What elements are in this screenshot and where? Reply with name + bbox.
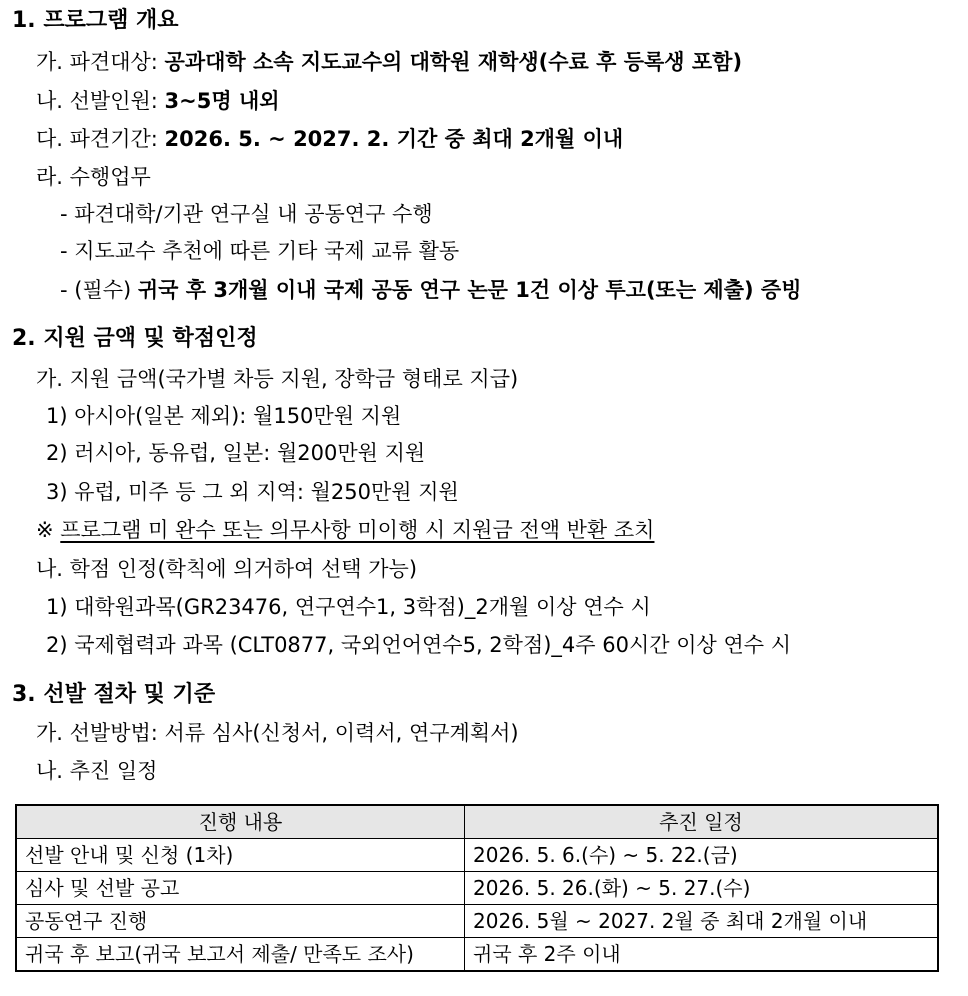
- period-value: 2026. 5. ~ 2027. 2. 기간 중 최대 2개월 이내: [164, 127, 624, 151]
- credit-item-1: 1) 대학원과목(GR23476, 연구연수1, 3학점)_2개월 이상 연수 시: [46, 595, 651, 619]
- credit-heading: 나. 학점 인정(학칙에 의거하여 선택 가능): [36, 557, 418, 581]
- duty-item-3: [60, 275, 801, 305]
- period-label: 다. 파견기간:: [36, 127, 165, 151]
- period-line: [36, 124, 623, 154]
- refund-note-text: 프로그램 미 완수 또는 의무사항 미이행 시 지원금 전액 반환 조치: [60, 518, 655, 542]
- amount-item-2: 2) 러시아, 동유럽, 일본: 월200만원 지원: [46, 441, 426, 465]
- header-schedule: 추진 일정: [465, 805, 939, 839]
- table-row: [16, 872, 938, 905]
- selection-method: 가. 선발방법: 서류 심사(신청서, 이력서, 연구계획서): [36, 721, 519, 745]
- headcount-line: [36, 86, 280, 116]
- section3-title: 3. 선발 절차 및 기준: [12, 682, 216, 707]
- row-date: 귀국 후 2주 이내: [465, 938, 939, 972]
- target-label: 가. 파견대상:: [36, 50, 165, 74]
- row-content: 선발 안내 및 신청 (1차): [16, 839, 465, 872]
- refund-note: [36, 515, 654, 545]
- schedule-header-row: [16, 805, 938, 839]
- note-mark: ※: [36, 518, 61, 542]
- amount-item-1: 1) 아시아(일본 제외): 월150만원 지원: [46, 404, 402, 428]
- section2-title: 2. 지원 금액 및 학점인정: [12, 326, 258, 351]
- duty-item-2: - 지도교수 추천에 따른 기타 국제 교류 활동: [60, 239, 460, 263]
- section1-title: 1. 프로그램 개요: [12, 8, 179, 33]
- headcount-value: 3~5명 내외: [164, 89, 280, 113]
- row-date: 2026. 5월 ~ 2027. 2월 중 최대 2개월 이내: [465, 905, 939, 938]
- table-row: [16, 839, 938, 872]
- target-line: [36, 47, 742, 77]
- table-row: [16, 938, 938, 972]
- duty-item-1: - 파견대학/기관 연구실 내 공동연구 수행: [60, 202, 433, 226]
- duty-item-3-required: 귀국 후 3개월 이내 국제 공동 연구 논문 1건 이상 투고(또는 제출) 증빙: [137, 278, 802, 302]
- duties-heading: 라. 수행업무: [36, 165, 151, 189]
- credit-item-2: 2) 국제협력과 과목 (CLT0877, 국외언어연수5, 2학점)_4주 60시간 이상 연수 시: [46, 633, 791, 657]
- amount-item-3: 3) 유럽, 미주 등 그 외 지역: 월250만원 지원: [46, 480, 459, 504]
- table-row: [16, 905, 938, 938]
- row-content: 귀국 후 보고(귀국 보고서 제출/ 만족도 조사): [16, 938, 465, 972]
- duty-item-3-prefix: - (필수): [60, 278, 138, 302]
- row-content: 심사 및 선발 공고: [16, 872, 465, 905]
- headcount-label: 나. 선발인원:: [36, 89, 165, 113]
- schedule-table: [15, 804, 939, 972]
- row-date: 2026. 5. 6.(수) ~ 5. 22.(금): [465, 839, 939, 872]
- support-amount-heading: 가. 지원 금액(국가별 차등 지원, 장학금 형태로 지급): [36, 367, 519, 391]
- row-date: 2026. 5. 26.(화) ~ 5. 27.(수): [465, 872, 939, 905]
- target-value: 공과대학 소속 지도교수의 대학원 재학생(수료 후 등록생 포함): [164, 50, 743, 74]
- row-content: 공동연구 진행: [16, 905, 465, 938]
- header-content: 진행 내용: [16, 805, 465, 839]
- schedule-heading: 나. 추진 일정: [36, 759, 158, 783]
